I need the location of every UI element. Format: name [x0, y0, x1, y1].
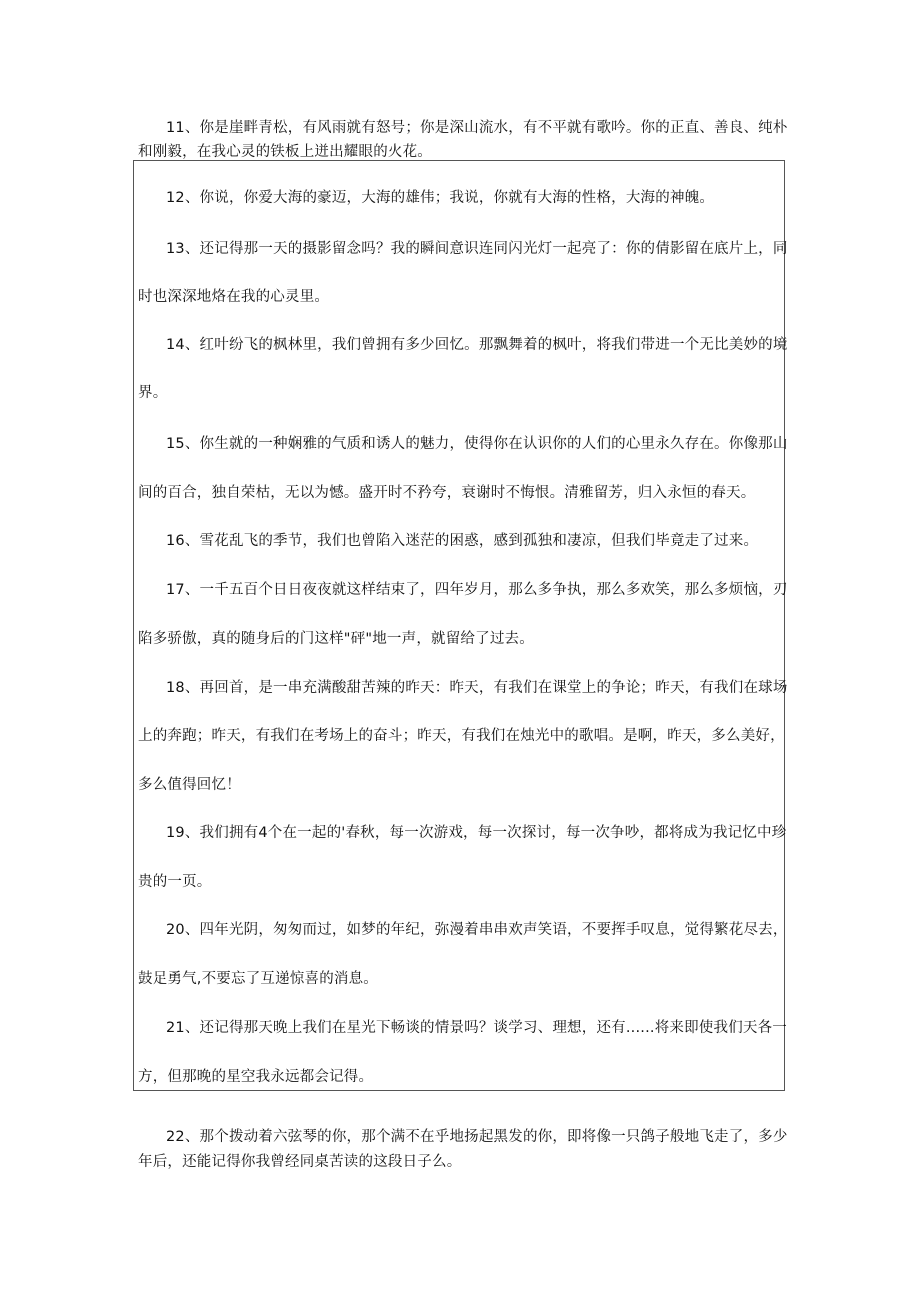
- paragraph-21-line-2: 方，但那晚的星空我永远都会记得。: [138, 1069, 374, 1085]
- paragraph-15-line-1: 15、你生就的一种娴雅的气质和诱人的魅力，使得你在认识你的人们的心里永久存在。你像那山: [166, 436, 788, 452]
- paragraph-14-line-1: 14、红叶纷飞的枫林里，我们曾拥有多少回忆。那飘舞着的枫叶，将我们带进一个无比美妙的境: [166, 337, 788, 353]
- paragraph-17-line-2: 陷多骄傲，真的随身后的门这样"砰"地一声，就留给了过去。: [138, 631, 534, 647]
- paragraph-18-line-3: 多么值得回忆！: [138, 777, 241, 793]
- paragraph-11-line-2: 和刚毅，在我心灵的铁板上迸出耀眼的火花。: [138, 144, 432, 160]
- paragraph-16-line-1: 16、雪花乱飞的季节，我们也曾陷入迷茫的困惑，感到孤独和凄凉，但我们毕竟走了过来。: [166, 533, 759, 549]
- paragraph-21-line-1: 21、还记得那天晚上我们在星光下畅谈的情景吗？谈学习、理想，还有......将来即使我们天各一: [166, 1020, 788, 1036]
- paragraph-20-line-1: 20、四年光阴，匆匆而过，如梦的年纪，弥漫着串串欢声笑语，不要挥手叹息，觉得繁花尽去，: [166, 922, 788, 938]
- paragraph-15-line-2: 间的百合，独自荣枯，无以为憾。盛开时不矜夸，衰谢时不悔恨。清雅留芳，归入永恒的春天。: [138, 485, 756, 501]
- paragraph-22-line-2: 年后，还能记得你我曾经同桌苦读的这段日子么。: [138, 1154, 462, 1170]
- paragraph-18-line-1: 18、再回首，是一串充满酸甜苦辣的昨天：昨天，有我们在课堂上的争论；昨天，有我们在球场: [166, 680, 788, 696]
- paragraph-13-line-2: 时也深深地烙在我的心灵里。: [138, 289, 330, 305]
- paragraph-18-line-2: 上的奔跑；昨天，有我们在考场上的奋斗；昨天，有我们在烛光中的歌唱。是啊，昨天，多么美好，: [138, 728, 785, 744]
- paragraph-19-line-1: 19、我们拥有4个在一起的'春秋，每一次游戏，每一次探讨，每一次争吵，都将成为我记忆中珍: [166, 825, 787, 841]
- paragraph-17-line-1: 17、一千五百个日日夜夜就这样结束了，四年岁月，那么多争执，那么多欢笑，那么多烦恼，刃: [166, 582, 788, 598]
- paragraph-20-line-2: 鼓足勇气,不要忘了互递惊喜的消息。: [138, 971, 379, 987]
- paragraph-19-line-2: 贵的一页。: [138, 874, 212, 890]
- paragraph-22-line-1: 22、那个拨动着六弦琴的你，那个满不在乎地扬起黑发的你，即将像一只鸽子般地飞走了，多少: [166, 1129, 788, 1145]
- paragraph-13-line-1: 13、还记得那一天的摄影留念吗？我的瞬间意识连同闪光灯一起亮了：你的倩影留在底片上，同: [166, 241, 788, 257]
- paragraph-14-line-2: 界。: [138, 385, 168, 401]
- paragraph-12-line-1: 12、你说，你爱大海的豪迈，大海的雄伟；我说，你就有大海的性格，大海的神魄。: [166, 190, 715, 206]
- paragraph-11-line-1: 11、你是崖畔青松，有风雨就有怒号；你是深山流水，有不平就有歌吟。你的正直、善良、纯朴: [166, 120, 788, 136]
